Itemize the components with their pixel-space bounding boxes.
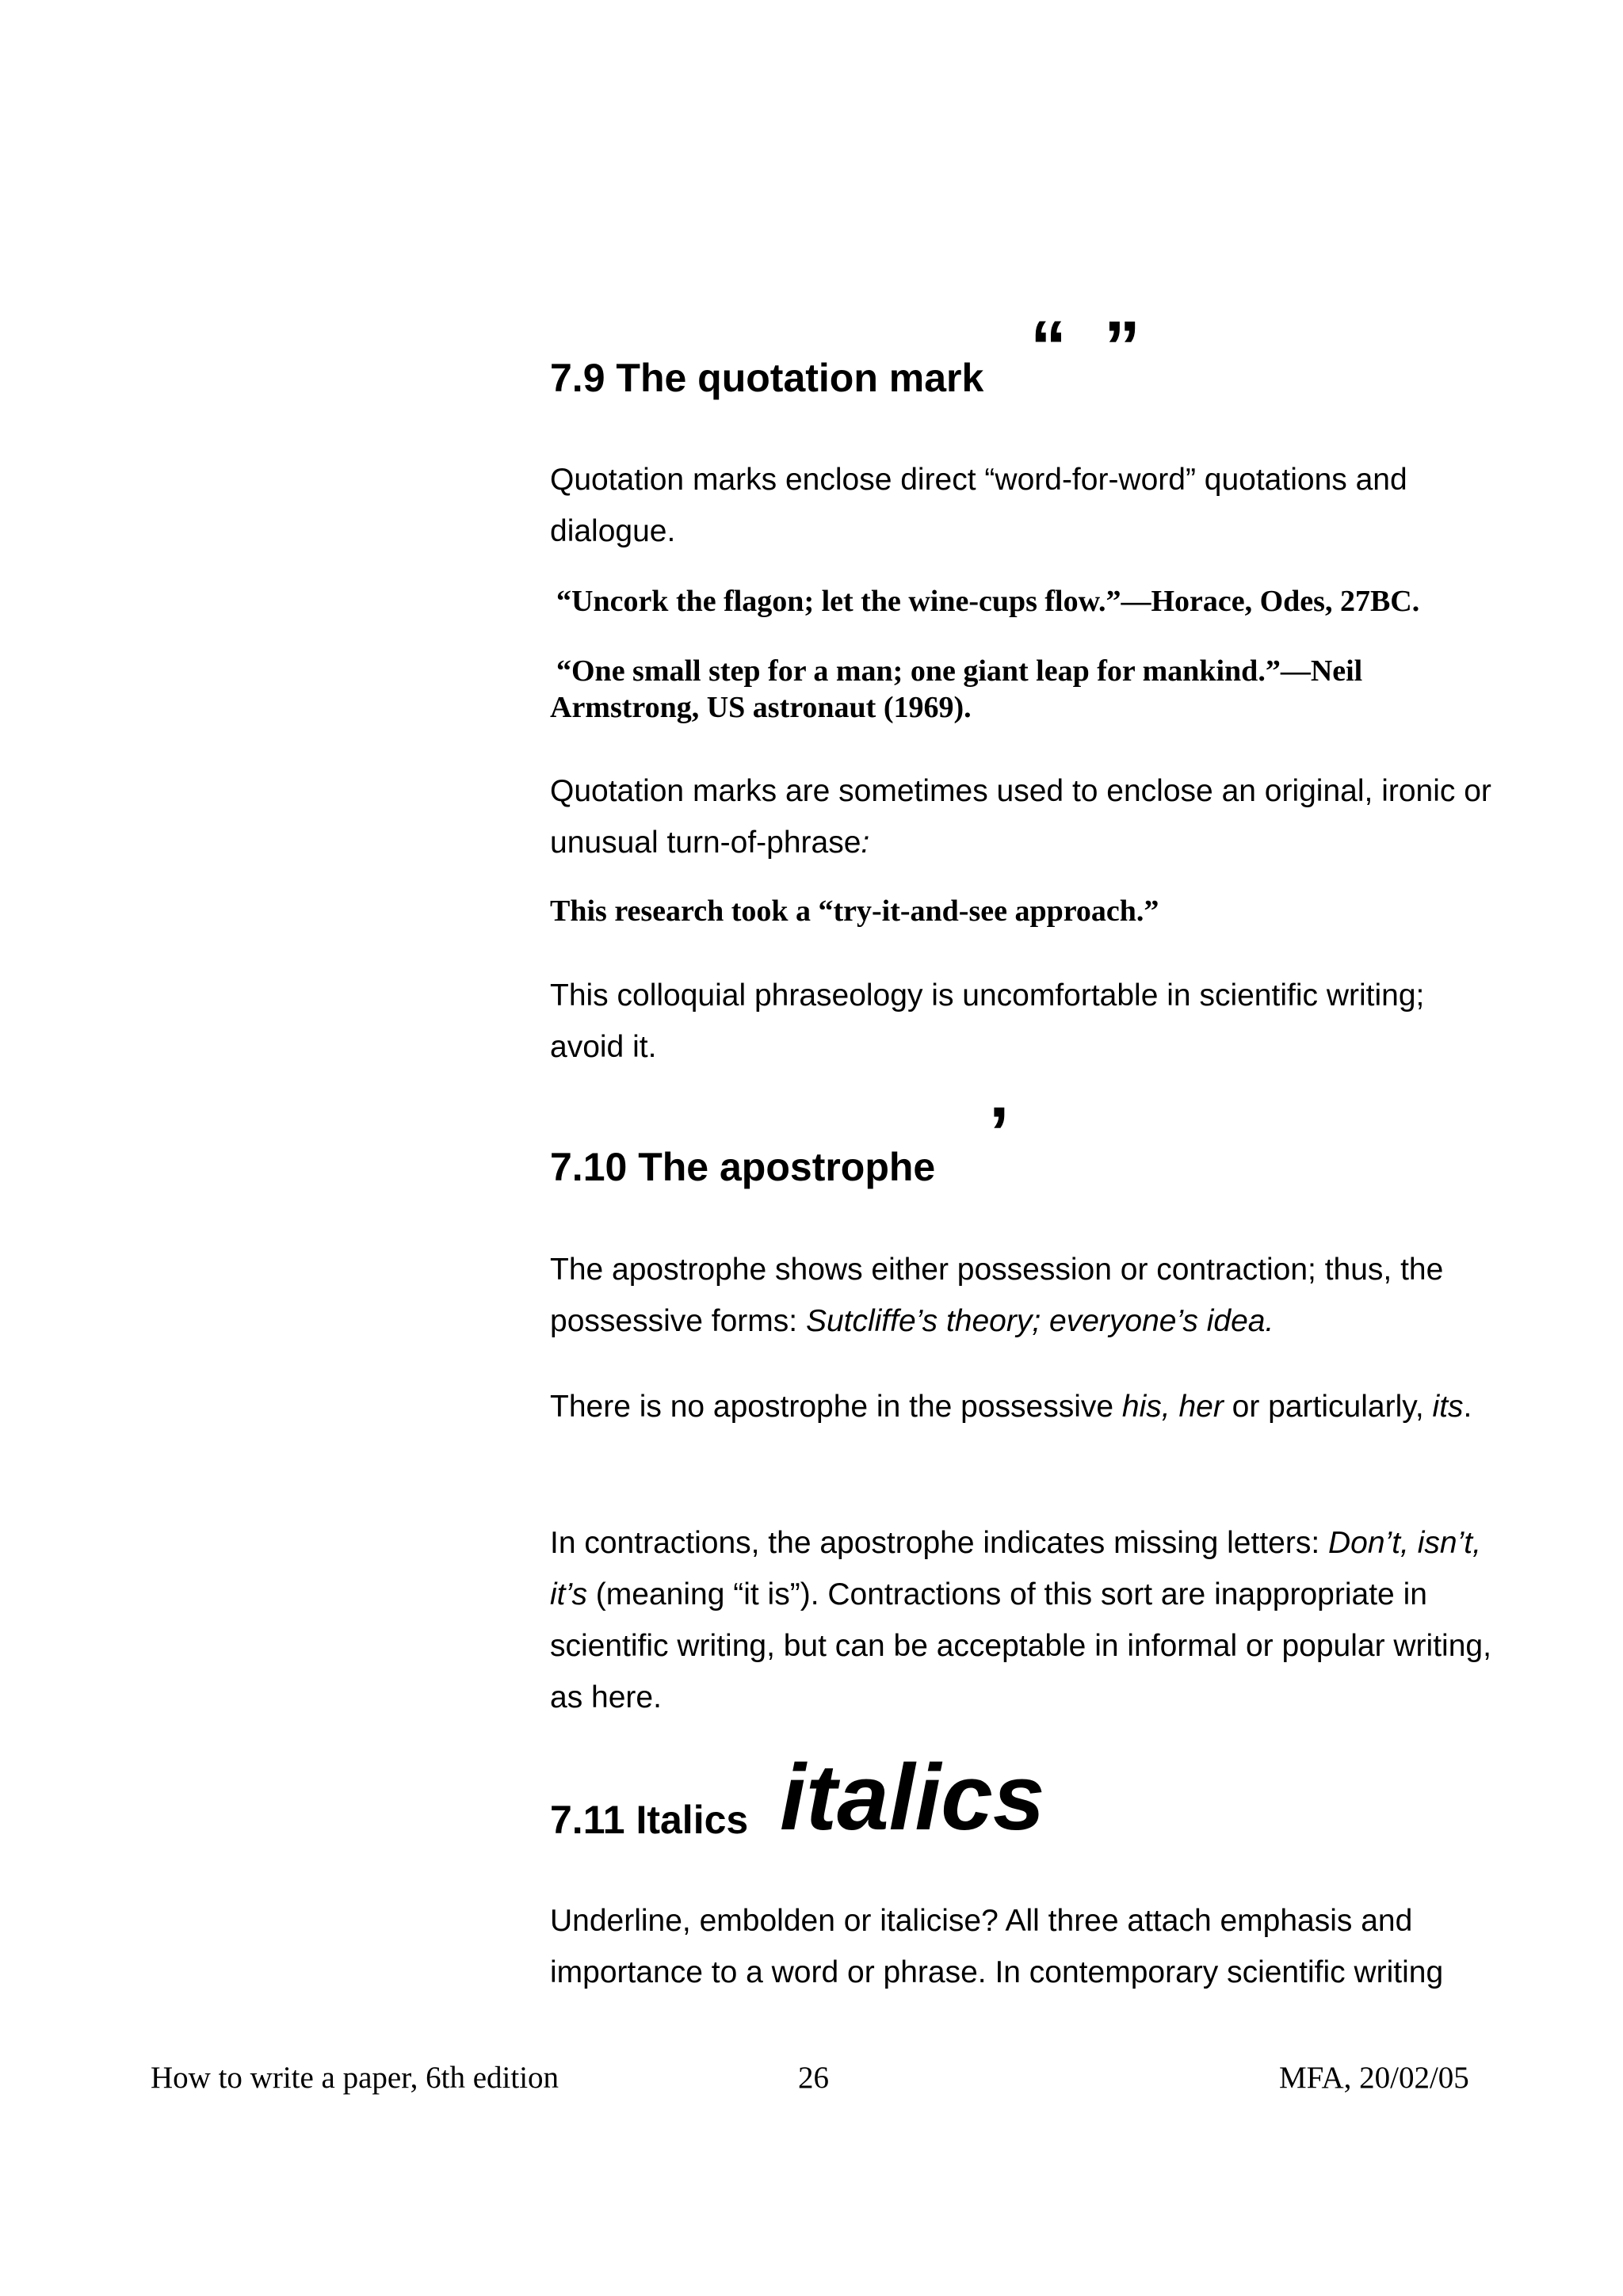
quotation-horace: “Uncork the flagon; let the wine-cups flow.”—Horace, Odes, 27BC.	[556, 585, 1420, 618]
paragraph-text: or particularly,	[1223, 1390, 1433, 1424]
paragraph	[550, 1244, 1501, 1347]
italic-colon: :	[861, 826, 870, 860]
italic-example: its	[1432, 1390, 1464, 1424]
section-heading-7-9: 7.9 The quotation mark	[550, 356, 984, 400]
paragraph: Underline, embolden or italicise? All three attach emphasis and importance to a word or phrase. In contemporary scientific writing	[550, 1904, 1444, 1989]
section-heading-7-10: 7.10 The apostrophe	[550, 1145, 936, 1189]
open-quote-glyph: “	[1030, 307, 1067, 387]
italic-example: his, her	[1121, 1390, 1224, 1424]
quotation-armstrong: “One small step for a man; one giant leap for mankind.”—Neil Armstrong, US astronaut (1969).	[550, 654, 1363, 724]
page-number: 26	[798, 2061, 829, 2095]
section-heading-7-11: 7.11 Italics	[550, 1798, 749, 1842]
paragraph-text: In contractions, the apostrophe indicates missing letters:	[550, 1526, 1329, 1560]
paragraph: Quotation marks enclose direct “word-for-word” quotations and dialogue.	[550, 463, 1407, 548]
paragraph-text: There is no apostrophe in the possessive	[550, 1390, 1122, 1424]
footer-author-date: MFA, 20/02/05	[1279, 2061, 1469, 2095]
paragraph	[550, 1381, 1501, 1432]
footer-title: How to write a paper, 6th edition	[151, 2061, 559, 2095]
paragraph	[550, 765, 1501, 868]
italic-example: Sutcliffe’s theory; everyone’s idea.	[805, 1304, 1274, 1338]
paragraph-text: Quotation marks are sometimes used to enclose an original, ironic or unusual turn-of-phrase	[550, 774, 1491, 860]
paragraph-text: .	[1463, 1390, 1472, 1424]
close-quote-glyph: ”	[1104, 307, 1140, 387]
paragraph-text: The apostrophe shows either possession or contraction; thus, the possessive forms:	[550, 1253, 1444, 1338]
example-sentence: This research took a “try-it-and-see approach.”	[550, 894, 1159, 928]
paragraph: This colloquial phraseology is uncomfortable in scientific writing; avoid it.	[550, 978, 1425, 1064]
paragraph	[550, 1517, 1501, 1723]
italic-example: Don’t, isn’t, it’s	[550, 1526, 1481, 1611]
apostrophe-glyph: ’	[989, 1093, 1010, 1173]
italics-display-word: italics	[780, 1745, 1045, 1850]
paragraph-text: (meaning “it is”). Contractions of this sort are inappropriate in scientific writing, but can be acceptable in informal or popular writing, as here.	[550, 1577, 1491, 1714]
